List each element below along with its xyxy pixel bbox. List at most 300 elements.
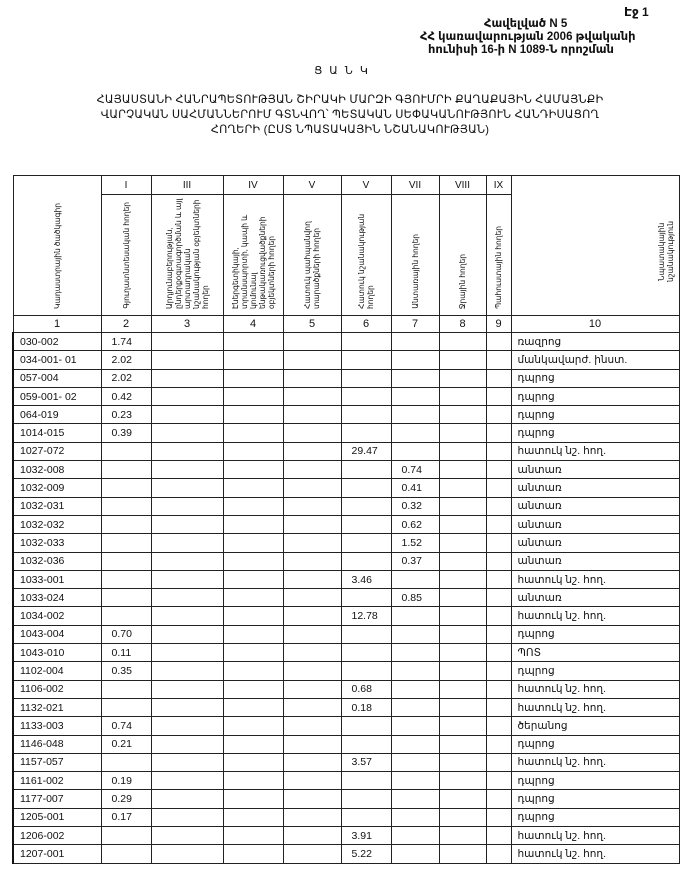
- industrial-cell: [151, 497, 223, 515]
- energy-transport-cell: [223, 406, 283, 424]
- roman-header: III: [151, 176, 223, 195]
- page-number: Էջ 1: [624, 5, 649, 19]
- reserve-cell: [486, 570, 511, 588]
- special-cell: [341, 424, 391, 442]
- special-cell: [341, 790, 391, 808]
- table-row: [13, 662, 679, 680]
- forest-cell: [391, 406, 439, 424]
- cadastral-code-cell: 1106-002: [13, 680, 101, 698]
- column-number: 6: [341, 316, 391, 333]
- column-number: 10: [511, 316, 679, 333]
- special-cell: 29.47: [341, 442, 391, 460]
- cadastral-code-cell: 1206-002: [13, 827, 101, 845]
- purpose-cell: հատուկ նշ. հող.: [511, 845, 679, 863]
- special-cell: [341, 552, 391, 570]
- agricultural-cell: 0.39: [101, 424, 151, 442]
- cadastral-code-cell: 064-019: [13, 406, 101, 424]
- protected-cell: [283, 808, 341, 826]
- energy-transport-cell: [223, 589, 283, 607]
- water-cell: [439, 698, 486, 716]
- cadastral-code-cell: 030-002: [13, 333, 101, 351]
- purpose-cell: ՊՈՏ: [511, 644, 679, 662]
- forest-cell: [391, 698, 439, 716]
- protected-cell: [283, 662, 341, 680]
- industrial-cell: [151, 369, 223, 387]
- energy-transport-cell: [223, 570, 283, 588]
- industrial-cell: [151, 827, 223, 845]
- roman-header: IV: [223, 176, 283, 195]
- energy-transport-cell: [223, 442, 283, 460]
- table-row: [13, 589, 679, 607]
- protected-cell: [283, 442, 341, 460]
- special-cell: [341, 515, 391, 533]
- special-cell: 3.57: [341, 753, 391, 771]
- table-row: [13, 570, 679, 588]
- energy-transport-cell: [223, 534, 283, 552]
- forest-cell: 0.32: [391, 497, 439, 515]
- reserve-cell: [486, 497, 511, 515]
- purpose-cell: դպրոց: [511, 735, 679, 753]
- agricultural-cell: 0.11: [101, 644, 151, 662]
- header-agricultural: Գյուղատնտեսական հողեր: [101, 195, 151, 316]
- special-cell: 12.78: [341, 607, 391, 625]
- energy-transport-cell: [223, 424, 283, 442]
- purpose-cell: հատուկ նշ. հող.: [511, 570, 679, 588]
- water-cell: [439, 515, 486, 533]
- industrial-cell: [151, 387, 223, 405]
- table-row: [13, 772, 679, 790]
- annex-line-2: ՀՀ կառավարության 2006 թվականի: [420, 31, 636, 43]
- energy-transport-cell: [223, 735, 283, 753]
- energy-transport-cell: [223, 717, 283, 735]
- energy-transport-cell: [223, 607, 283, 625]
- agricultural-cell: 2.02: [101, 369, 151, 387]
- agricultural-cell: [101, 698, 151, 716]
- forest-cell: [391, 735, 439, 753]
- purpose-cell: հատուկ նշ. հող.: [511, 753, 679, 771]
- special-cell: [341, 644, 391, 662]
- protected-cell: [283, 772, 341, 790]
- energy-transport-cell: [223, 552, 283, 570]
- forest-cell: [391, 333, 439, 351]
- reserve-cell: [486, 790, 511, 808]
- cadastral-code-cell: 1043-010: [13, 644, 101, 662]
- protected-cell: [283, 735, 341, 753]
- purpose-cell: դպրոց: [511, 772, 679, 790]
- forest-cell: [391, 387, 439, 405]
- water-cell: [439, 552, 486, 570]
- forest-cell: [391, 680, 439, 698]
- reserve-cell: [486, 333, 511, 351]
- forest-cell: [391, 772, 439, 790]
- roman-header-row: [13, 176, 679, 195]
- cadastral-code-cell: 1033-001: [13, 570, 101, 588]
- roman-header: IX: [486, 176, 511, 195]
- protected-cell: [283, 589, 341, 607]
- special-cell: [341, 461, 391, 479]
- water-cell: [439, 442, 486, 460]
- forest-cell: [391, 607, 439, 625]
- table-row: [13, 333, 679, 351]
- special-cell: 0.18: [341, 698, 391, 716]
- energy-transport-cell: [223, 827, 283, 845]
- purpose-cell: անտառ: [511, 497, 679, 515]
- water-cell: [439, 406, 486, 424]
- special-cell: [341, 497, 391, 515]
- industrial-cell: [151, 808, 223, 826]
- energy-transport-cell: [223, 644, 283, 662]
- reserve-cell: [486, 461, 511, 479]
- reserve-cell: [486, 772, 511, 790]
- energy-transport-cell: [223, 333, 283, 351]
- purpose-cell: ծերանոց: [511, 717, 679, 735]
- industrial-cell: [151, 570, 223, 588]
- energy-transport-cell: [223, 515, 283, 533]
- water-cell: [439, 662, 486, 680]
- water-cell: [439, 680, 486, 698]
- cadastral-code-cell: 1014-015: [13, 424, 101, 442]
- table-row: [13, 735, 679, 753]
- water-cell: [439, 790, 486, 808]
- energy-transport-cell: [223, 772, 283, 790]
- water-cell: [439, 589, 486, 607]
- forest-cell: 0.37: [391, 552, 439, 570]
- energy-transport-cell: [223, 369, 283, 387]
- forest-cell: [391, 369, 439, 387]
- column-number: 8: [439, 316, 486, 333]
- water-cell: [439, 717, 486, 735]
- table-row: [13, 717, 679, 735]
- protected-cell: [283, 406, 341, 424]
- protected-cell: [283, 753, 341, 771]
- reserve-cell: [486, 827, 511, 845]
- header-cadastral-code: Կադաստրային ծածկագիր: [13, 176, 101, 316]
- water-cell: [439, 753, 486, 771]
- cadastral-code-cell: 059-001- 02: [13, 387, 101, 405]
- table-row: [13, 351, 679, 369]
- industrial-cell: [151, 644, 223, 662]
- table-row: [13, 845, 679, 863]
- reserve-cell: [486, 644, 511, 662]
- forest-cell: [391, 717, 439, 735]
- water-cell: [439, 845, 486, 863]
- forest-cell: 0.74: [391, 461, 439, 479]
- water-cell: [439, 827, 486, 845]
- agricultural-cell: [101, 607, 151, 625]
- roman-header: V: [341, 176, 391, 195]
- reserve-cell: [486, 406, 511, 424]
- cadastral-code-cell: 1207-001: [13, 845, 101, 863]
- roman-header: VII: [391, 176, 439, 195]
- cadastral-code-cell: 1032-036: [13, 552, 101, 570]
- table-row: [13, 479, 679, 497]
- protected-cell: [283, 607, 341, 625]
- cadastral-code-cell: 1032-008: [13, 461, 101, 479]
- industrial-cell: [151, 662, 223, 680]
- energy-transport-cell: [223, 351, 283, 369]
- column-number: 1: [13, 316, 101, 333]
- protected-cell: [283, 552, 341, 570]
- reserve-cell: [486, 753, 511, 771]
- protected-cell: [283, 827, 341, 845]
- purpose-cell: անտառ: [511, 515, 679, 533]
- water-cell: [439, 772, 486, 790]
- purpose-cell: անտառ: [511, 552, 679, 570]
- column-number: 9: [486, 316, 511, 333]
- protected-cell: [283, 387, 341, 405]
- cadastral-code-cell: 1027-072: [13, 442, 101, 460]
- reserve-cell: [486, 442, 511, 460]
- special-cell: [341, 589, 391, 607]
- energy-transport-cell: [223, 753, 283, 771]
- table-row: [13, 808, 679, 826]
- purpose-cell: դպրոց: [511, 808, 679, 826]
- energy-transport-cell: [223, 680, 283, 698]
- industrial-cell: [151, 607, 223, 625]
- water-cell: [439, 625, 486, 643]
- agricultural-cell: [101, 461, 151, 479]
- protected-cell: [283, 570, 341, 588]
- industrial-cell: [151, 424, 223, 442]
- protected-cell: [283, 369, 341, 387]
- water-cell: [439, 424, 486, 442]
- industrial-cell: [151, 589, 223, 607]
- header-water: Ջրային հողեր: [439, 195, 486, 316]
- table-row: [13, 534, 679, 552]
- industrial-cell: [151, 680, 223, 698]
- forest-cell: [391, 570, 439, 588]
- forest-cell: [391, 351, 439, 369]
- forest-cell: 1.52: [391, 534, 439, 552]
- water-cell: [439, 333, 486, 351]
- energy-transport-cell: [223, 845, 283, 863]
- industrial-cell: [151, 735, 223, 753]
- table-row: [13, 515, 679, 533]
- purpose-cell: դպրոց: [511, 424, 679, 442]
- purpose-cell: հատուկ նշ. հող.: [511, 607, 679, 625]
- header-protected: Հատուկ պահպանվող տարածքների հողեր: [283, 195, 341, 316]
- agricultural-cell: [101, 497, 151, 515]
- header-forest: Անտառային հողեր: [391, 195, 439, 316]
- forest-cell: 0.62: [391, 515, 439, 533]
- industrial-cell: [151, 753, 223, 771]
- energy-transport-cell: [223, 461, 283, 479]
- protected-cell: [283, 534, 341, 552]
- protected-cell: [283, 351, 341, 369]
- table-row: [13, 790, 679, 808]
- water-cell: [439, 497, 486, 515]
- table-row: [13, 406, 679, 424]
- industrial-cell: [151, 698, 223, 716]
- energy-transport-cell: [223, 625, 283, 643]
- reserve-cell: [486, 369, 511, 387]
- reserve-cell: [486, 351, 511, 369]
- water-cell: [439, 369, 486, 387]
- table-row: [13, 497, 679, 515]
- cadastral-code-cell: 1032-009: [13, 479, 101, 497]
- agricultural-cell: [101, 753, 151, 771]
- cadastral-code-cell: 1157-057: [13, 753, 101, 771]
- protected-cell: [283, 845, 341, 863]
- industrial-cell: [151, 406, 223, 424]
- agricultural-cell: [101, 589, 151, 607]
- column-number: 7: [391, 316, 439, 333]
- purpose-cell: դպրոց: [511, 662, 679, 680]
- purpose-cell: անտառ: [511, 479, 679, 497]
- table-row: [13, 607, 679, 625]
- water-cell: [439, 735, 486, 753]
- cadastral-code-cell: 1133-003: [13, 717, 101, 735]
- reserve-cell: [486, 552, 511, 570]
- special-cell: [341, 662, 391, 680]
- protected-cell: [283, 479, 341, 497]
- column-number: 4: [223, 316, 283, 333]
- purpose-cell: մանկավարժ. ինստ.: [511, 351, 679, 369]
- agricultural-cell: 0.70: [101, 625, 151, 643]
- industrial-cell: [151, 461, 223, 479]
- table-row: [13, 552, 679, 570]
- column-number-row: [13, 316, 679, 333]
- agricultural-cell: 0.19: [101, 772, 151, 790]
- forest-cell: [391, 644, 439, 662]
- purpose-cell: դպրոց: [511, 387, 679, 405]
- reserve-cell: [486, 680, 511, 698]
- energy-transport-cell: [223, 662, 283, 680]
- agricultural-cell: 0.17: [101, 808, 151, 826]
- agricultural-cell: 0.21: [101, 735, 151, 753]
- purpose-cell: անտառ: [511, 461, 679, 479]
- table-row: [13, 644, 679, 662]
- protected-cell: [283, 497, 341, 515]
- agricultural-cell: [101, 845, 151, 863]
- industrial-cell: [151, 552, 223, 570]
- protected-cell: [283, 461, 341, 479]
- protected-cell: [283, 333, 341, 351]
- water-cell: [439, 479, 486, 497]
- reserve-cell: [486, 607, 511, 625]
- purpose-cell: հատուկ նշ. հող.: [511, 827, 679, 845]
- table-row: [13, 753, 679, 771]
- subtitle-line-3: ՀՈՂԵՐԻ (ԸՍՏ ՆՊԱՏԱԿԱՅԻՆ ՆՇԱՆԱԿՈՒԹՅԱՆ): [210, 124, 490, 136]
- reserve-cell: [486, 808, 511, 826]
- cadastral-code-cell: 1043-004: [13, 625, 101, 643]
- header-purpose: Նպատակային նշանակություն: [511, 176, 679, 316]
- table-row: [13, 424, 679, 442]
- table-row: [13, 625, 679, 643]
- header-reserve: Պահուստային հողեր: [486, 195, 511, 316]
- table-row: [13, 461, 679, 479]
- special-cell: [341, 406, 391, 424]
- reserve-cell: [486, 589, 511, 607]
- purpose-cell: հատուկ նշ. հող.: [511, 698, 679, 716]
- industrial-cell: [151, 479, 223, 497]
- agricultural-cell: [101, 442, 151, 460]
- industrial-cell: [151, 515, 223, 533]
- cadastral-code-cell: 1177-007: [13, 790, 101, 808]
- protected-cell: [283, 717, 341, 735]
- reserve-cell: [486, 845, 511, 863]
- reserve-cell: [486, 735, 511, 753]
- special-cell: 0.68: [341, 680, 391, 698]
- agricultural-cell: [101, 827, 151, 845]
- protected-cell: [283, 680, 341, 698]
- industrial-cell: [151, 333, 223, 351]
- reserve-cell: [486, 534, 511, 552]
- forest-cell: 0.85: [391, 589, 439, 607]
- agricultural-cell: 0.74: [101, 717, 151, 735]
- protected-cell: [283, 790, 341, 808]
- special-cell: [341, 808, 391, 826]
- cadastral-code-cell: 1132-021: [13, 698, 101, 716]
- purpose-cell: ռազրոց: [511, 333, 679, 351]
- roman-header: VIII: [439, 176, 486, 195]
- special-cell: [341, 735, 391, 753]
- water-cell: [439, 387, 486, 405]
- forest-cell: 0.41: [391, 479, 439, 497]
- land-list-table: [12, 175, 680, 864]
- protected-cell: [283, 424, 341, 442]
- cadastral-code-cell: 057-004: [13, 369, 101, 387]
- roman-header: V: [283, 176, 341, 195]
- annex-reference: [420, 18, 680, 57]
- forest-cell: [391, 827, 439, 845]
- purpose-cell: դպրոց: [511, 406, 679, 424]
- column-number: 3: [151, 316, 223, 333]
- protected-cell: [283, 698, 341, 716]
- forest-cell: [391, 790, 439, 808]
- special-cell: [341, 479, 391, 497]
- water-cell: [439, 607, 486, 625]
- cadastral-code-cell: 1032-031: [13, 497, 101, 515]
- table-row: [13, 698, 679, 716]
- cadastral-code-cell: 1102-004: [13, 662, 101, 680]
- column-number: 5: [283, 316, 341, 333]
- table-row: [13, 369, 679, 387]
- purpose-cell: դպրոց: [511, 369, 679, 387]
- reserve-cell: [486, 625, 511, 643]
- agricultural-cell: 0.42: [101, 387, 151, 405]
- subtitle-line-1: ՀԱՅԱՍՏԱՆԻ ՀԱՆՐԱՊԵՏՈՒԹՅԱՆ ՇԻՐԱԿԻ ՄԱՐԶԻ ԳՅՈՒՄՐԻ ՔԱՂԱՔԱՅԻՆ ՀԱՄԱՅՆՔԻ: [96, 94, 604, 106]
- cadastral-code-cell: 1161-002: [13, 772, 101, 790]
- industrial-cell: [151, 625, 223, 643]
- reserve-cell: [486, 698, 511, 716]
- table-row: [13, 827, 679, 845]
- reserve-cell: [486, 479, 511, 497]
- cadastral-code-cell: 1034-002: [13, 607, 101, 625]
- subtitle-line-2: ՎԱՐՉԱԿԱՆ ՍԱՀՄԱՆՆԵՐՈՒՄ ԳՏՆՎՈՂ՝ ՊԵՏԱԿԱՆ ՍԵՓԱԿԱՆՈՒԹՅՈՒՆ ՀԱՆԴԻՍԱՑՈՂ: [100, 109, 600, 121]
- energy-transport-cell: [223, 497, 283, 515]
- annex-line-3: հունիսի 16-ի N 1089-Ն որոշման: [428, 44, 614, 56]
- water-cell: [439, 808, 486, 826]
- agricultural-cell: [101, 534, 151, 552]
- forest-cell: [391, 808, 439, 826]
- agricultural-cell: [101, 680, 151, 698]
- special-cell: [341, 772, 391, 790]
- purpose-cell: դպրոց: [511, 625, 679, 643]
- protected-cell: [283, 515, 341, 533]
- water-cell: [439, 351, 486, 369]
- agricultural-cell: 0.29: [101, 790, 151, 808]
- special-cell: [341, 351, 391, 369]
- industrial-cell: [151, 534, 223, 552]
- water-cell: [439, 461, 486, 479]
- forest-cell: [391, 424, 439, 442]
- purpose-cell: անտառ: [511, 534, 679, 552]
- energy-transport-cell: [223, 387, 283, 405]
- industrial-cell: [151, 351, 223, 369]
- table-row: [13, 680, 679, 698]
- column-number: 2: [101, 316, 151, 333]
